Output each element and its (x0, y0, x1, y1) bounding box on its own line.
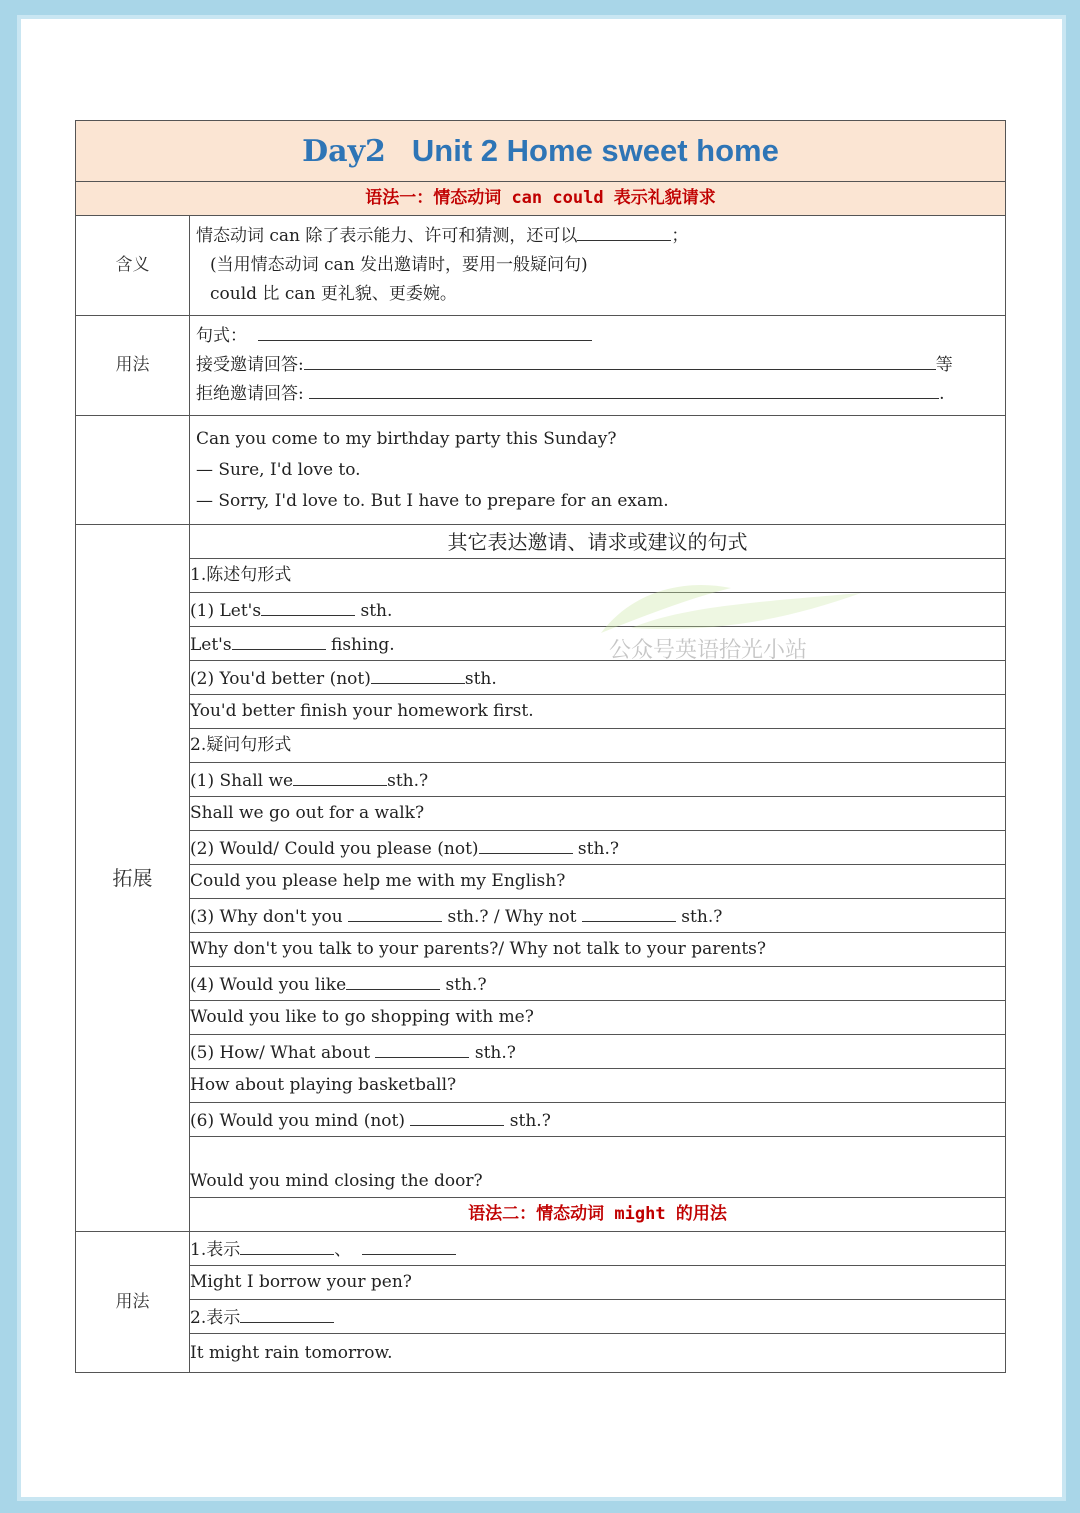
row-text: sth.? (675, 907, 723, 928)
row-text: How about playing basketball? (190, 1069, 1006, 1103)
row-text: sth. (464, 669, 497, 690)
table-row (76, 661, 1006, 695)
meaning-line-2: (当用情态动词 can 发出邀请时，要用一般疑问句) (210, 255, 588, 275)
unit-title: Unit 2 Home sweet home (411, 133, 779, 168)
table-row (76, 1266, 1006, 1300)
answer-blank[interactable] (293, 767, 387, 786)
table-row (76, 967, 1006, 1001)
table-row (76, 797, 1006, 831)
row-text: sth.? (440, 975, 487, 996)
row-text: sth.? / Why not (442, 907, 582, 928)
row-text: sth.? (572, 839, 619, 860)
answer-blank[interactable] (240, 1236, 334, 1255)
meaning-line-3: could 比 can 更礼貌、更委婉。 (210, 284, 457, 304)
table-row (76, 1334, 1006, 1373)
row-text: Shall we go out for a walk? (190, 797, 1006, 831)
row-text: It might rain tomorrow. (190, 1334, 1006, 1373)
answer-blank[interactable] (304, 351, 936, 370)
section1-heading-row (76, 182, 1006, 216)
extension-header-row (76, 525, 1006, 559)
row-text: 2.疑问句形式 (190, 729, 1006, 763)
row-text: Would you mind closing the door? (190, 1137, 1006, 1198)
row-text: Would you like to go shopping with me? (190, 1001, 1006, 1035)
day-label: Day2 (302, 134, 386, 169)
meaning-label: 含义 (76, 216, 190, 316)
answer-blank[interactable] (582, 903, 676, 922)
row-text: Why don't you talk to your parents?/ Why not talk to your parents? (190, 933, 1006, 967)
example-line-1: Can you come to my birthday party this Sunday? (196, 428, 617, 449)
row-text: 、 (334, 1240, 352, 1261)
worksheet-page (21, 19, 1062, 1497)
section2-usage-label: 用法 (76, 1232, 190, 1373)
table-row (76, 831, 1006, 865)
section2-heading-row (76, 1198, 1006, 1232)
usage-label: 用法 (76, 316, 190, 416)
refuse-label: 拒绝邀请回答: (196, 384, 304, 404)
example-row (76, 416, 1006, 525)
row-text: 1.表示 (190, 1240, 241, 1261)
row-text: 2.表示 (190, 1308, 241, 1329)
meaning-line-1-end: ； (671, 226, 689, 246)
section2-heading: 语法二：情态动词 might 的用法 (190, 1198, 1006, 1232)
table-row (76, 1069, 1006, 1103)
row-text: (1) Let's (190, 601, 262, 622)
refuse-end: . (939, 384, 945, 404)
answer-blank[interactable] (232, 631, 326, 650)
meaning-row (76, 216, 1006, 316)
table-row (76, 729, 1006, 763)
table-row (76, 1232, 1006, 1266)
table-row (76, 1001, 1006, 1035)
table-row (76, 559, 1006, 593)
answer-blank[interactable] (348, 903, 442, 922)
table-row (76, 1137, 1006, 1198)
table-row (76, 593, 1006, 627)
extension-header: 其它表达邀请、请求或建议的句式 (190, 525, 1006, 559)
table-row (76, 933, 1006, 967)
answer-blank[interactable] (410, 1107, 504, 1126)
answer-blank[interactable] (240, 1304, 334, 1323)
answer-blank[interactable] (479, 835, 573, 854)
table-row (76, 695, 1006, 729)
usage-row (76, 316, 1006, 416)
row-text: Let's (190, 635, 232, 656)
row-text: sth.? (387, 771, 429, 792)
answer-blank[interactable] (258, 322, 592, 341)
row-text: (6) Would you mind (not) (190, 1111, 411, 1132)
row-text: (5) How/ What about (190, 1043, 376, 1064)
row-text: You'd better finish your homework first. (190, 695, 1006, 729)
extension-label: 拓展 (76, 525, 190, 1232)
row-text: Might I borrow your pen? (190, 1266, 1006, 1300)
pattern-label: 句式： (196, 326, 247, 346)
example-line-3: — Sorry, I'd love to. But I have to prepare for an exam. (196, 490, 669, 511)
answer-blank[interactable] (577, 222, 671, 241)
answer-blank[interactable] (375, 1039, 469, 1058)
answer-blank[interactable] (362, 1236, 456, 1255)
accept-label: 接受邀请回答: (196, 355, 304, 375)
title-row (76, 121, 1006, 182)
row-text: sth.? (469, 1043, 516, 1064)
row-text: 1.陈述句形式 (190, 559, 1006, 593)
table-row (76, 899, 1006, 933)
table-row (76, 1300, 1006, 1334)
row-text: Could you please help me with my English? (190, 865, 1006, 899)
answer-blank[interactable] (261, 597, 355, 616)
accept-end: 等 (935, 355, 953, 375)
example-line-2: — Sure, I'd love to. (196, 459, 361, 480)
row-text: (2) Would/ Could you please (not) (190, 839, 479, 860)
table-row (76, 627, 1006, 661)
table-row (76, 1103, 1006, 1137)
answer-blank[interactable] (346, 971, 440, 990)
row-text: (2) You'd better (not) (190, 669, 371, 690)
row-text: fishing. (325, 635, 395, 656)
row-text: sth. (355, 601, 393, 622)
answer-blank[interactable] (309, 380, 939, 399)
grammar-table (75, 120, 1006, 1373)
row-text: (4) Would you like (190, 975, 347, 996)
meaning-line-1: 情态动词 can 除了表示能力、许可和猜测，还可以 (196, 226, 578, 246)
answer-blank[interactable] (371, 665, 465, 684)
table-row (76, 1035, 1006, 1069)
row-text: (3) Why don't you (190, 907, 349, 928)
table-row (76, 763, 1006, 797)
watermark-text: 公众号英语拾光小站 (609, 638, 808, 663)
table-row (76, 865, 1006, 899)
section1-heading: 语法一：情态动词 can could 表示礼貌请求 (76, 182, 1006, 216)
row-text: sth.? (504, 1111, 551, 1132)
row-text: (1) Shall we (190, 771, 294, 792)
